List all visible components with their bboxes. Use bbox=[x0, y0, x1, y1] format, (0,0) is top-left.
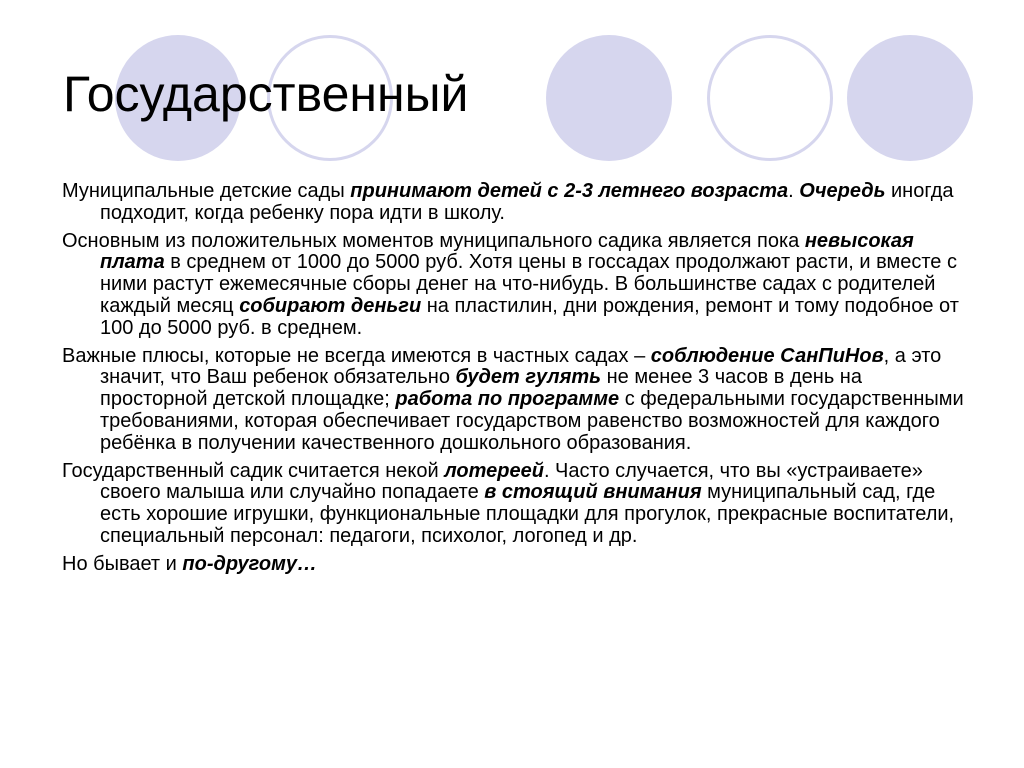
emphasis-text: по-другому… bbox=[182, 552, 317, 575]
paragraph-text: в среднем от 1000 до 5000 руб. Хотя цены в госсадах продолжают расти, и вместе с ними растут ежемесячные сборы денег на что-нибудь. В большинстве садах с родителей каждый месяц bbox=[100, 251, 957, 317]
paragraph-text: муниципальный сад, где есть хорошие игрушки, функциональные площадки для прогулок, прекрасные воспитатели, специальный персонал: педагоги, психолог, логопед и др. bbox=[100, 481, 955, 547]
paragraph-text: Важные плюсы, которые не всегда имеются в частных садах – bbox=[62, 344, 651, 367]
decorative-circle-filled bbox=[546, 35, 672, 161]
emphasis-text: принимают детей с 2-3 летнего возраста bbox=[350, 180, 789, 202]
paragraph-text: на пластилин, дни рождения, ремонт и тому подобное от 100 до 5000 руб. в среднем. bbox=[100, 294, 959, 339]
emphasis-text: работа по программе bbox=[395, 388, 620, 411]
paragraph-text: Основным из положительных моментов муниципального садика является пока bbox=[62, 229, 805, 252]
slide-title: Государственный bbox=[63, 66, 469, 122]
decorative-circle-outline bbox=[707, 35, 833, 161]
body-paragraph bbox=[62, 554, 966, 576]
paragraph-text: иногда подходит, когда ребенку пора идти в школу. bbox=[100, 180, 954, 224]
decorative-circle-filled bbox=[847, 35, 973, 161]
emphasis-text: Очередь bbox=[799, 180, 886, 202]
body-paragraph bbox=[62, 461, 966, 548]
emphasis-text: в стоящий внимания bbox=[484, 481, 702, 504]
paragraph-text: . bbox=[788, 180, 800, 202]
paragraph-text: Но бывает и bbox=[62, 552, 183, 575]
emphasis-text: соблюдение СанПиНов bbox=[650, 344, 884, 367]
emphasis-text: лотереей bbox=[444, 459, 544, 482]
emphasis-text: будет гулять bbox=[455, 366, 602, 389]
emphasis-text: собирают деньги bbox=[239, 294, 422, 317]
paragraph-text: . Часто случается, что вы «устраиваете» своего малыша или случайно попадаете bbox=[100, 459, 923, 504]
paragraph-text: Муниципальные детские сады bbox=[62, 180, 351, 202]
emphasis-text: невысокая плата bbox=[100, 229, 914, 274]
paragraph-text: Государственный садик считается некой bbox=[62, 459, 445, 482]
body-paragraph bbox=[62, 346, 966, 455]
body-paragraph bbox=[62, 231, 966, 340]
body-paragraph bbox=[62, 181, 966, 225]
paragraph-text: не менее 3 часов в день на просторной детской площадке; bbox=[100, 366, 862, 411]
paragraph-text: с федеральными государственными требованиями, которая обеспечивает государством равенство возможностей для каждого ребёнка в получении качественного дошкольного образования. bbox=[100, 388, 964, 454]
slide-body bbox=[62, 181, 966, 582]
paragraph-text: , а это значит, что Ваш ребенок обязательно bbox=[100, 344, 942, 389]
